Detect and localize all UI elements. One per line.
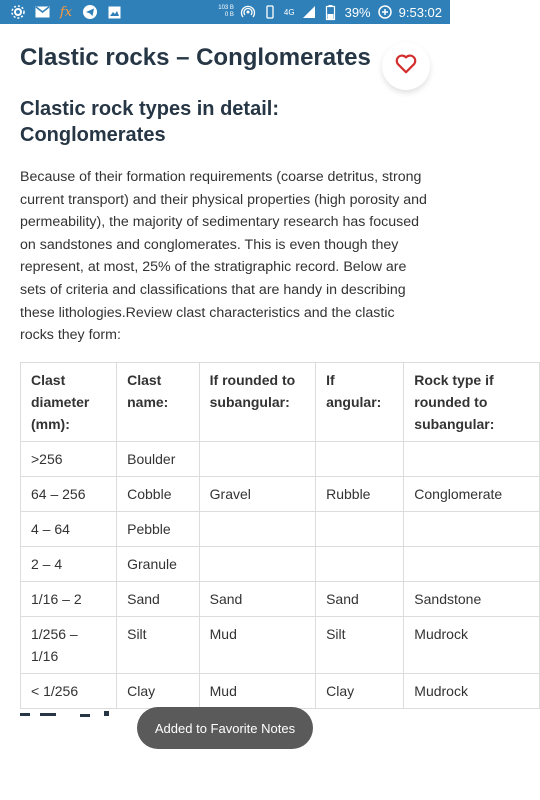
- table-row: [21, 477, 540, 512]
- table-cell: Rubble: [316, 477, 404, 512]
- table-row: [21, 512, 540, 547]
- battery-icon: [323, 4, 339, 20]
- table-cell: Clay: [316, 674, 404, 709]
- table-cell: Silt: [316, 617, 404, 674]
- page-title: Clastic rocks – Conglomerates: [20, 44, 371, 71]
- table-cell: [199, 547, 315, 582]
- title-row: [0, 24, 450, 96]
- table-cell: 1/256 – 1/16: [21, 617, 117, 674]
- network-speed: [218, 5, 234, 19]
- table-cell: Gravel: [199, 477, 315, 512]
- table-cell: Sandstone: [404, 582, 540, 617]
- table-cell: Silt: [117, 617, 200, 674]
- system-status: [218, 4, 450, 20]
- table-cell: [404, 512, 540, 547]
- telegram-icon: [82, 4, 98, 20]
- table-cell: [199, 442, 315, 477]
- section-heading: Clastic rock types in detail: Conglomerates: [20, 98, 279, 146]
- table-row: [21, 442, 540, 477]
- net-speed-up: 103 B: [218, 5, 234, 11]
- header-clast-name: Clast name:: [117, 363, 200, 442]
- table-cell: Clay: [117, 674, 200, 709]
- clast-table: [20, 362, 540, 709]
- table-header-row: [21, 363, 540, 442]
- clast-table-container[interactable]: [20, 362, 503, 699]
- heart-icon: [395, 54, 417, 79]
- hotspot-icon: [240, 4, 256, 20]
- toast-message: Added to Favorite Notes: [137, 707, 313, 749]
- table-cell: Mudrock: [404, 617, 540, 674]
- status-bar: [0, 0, 450, 24]
- table-row: [21, 617, 540, 674]
- battery-percent: 39%: [344, 4, 371, 20]
- settings-icon: [10, 4, 26, 20]
- table-cell: < 1/256: [21, 674, 117, 709]
- table-cell: [199, 512, 315, 547]
- table-cell: Pebble: [117, 512, 200, 547]
- table-cell: 64 – 256: [21, 477, 117, 512]
- table-cell: 4 – 64: [21, 512, 117, 547]
- vibrate-icon: [262, 4, 278, 20]
- table-cell: Sand: [199, 582, 315, 617]
- mail-icon: [34, 4, 50, 20]
- table-cell: Sand: [316, 582, 404, 617]
- table-cell: Cobble: [117, 477, 200, 512]
- table-cell: Mud: [199, 674, 315, 709]
- table-cell: Mudrock: [404, 674, 540, 709]
- table-row: [21, 547, 540, 582]
- table-cell: [316, 442, 404, 477]
- table-row: [21, 582, 540, 617]
- table-cell: Conglomerate: [404, 477, 540, 512]
- notification-icons: [0, 4, 122, 20]
- data-saver-icon: [377, 4, 393, 20]
- table-cell: Sand: [117, 582, 200, 617]
- favorite-button[interactable]: [382, 42, 430, 90]
- table-cell: Boulder: [117, 442, 200, 477]
- table-cell: [316, 547, 404, 582]
- clock: 9:53:02: [398, 4, 442, 20]
- table-cell: >256: [21, 442, 117, 477]
- image-icon: [106, 4, 122, 20]
- table-cell: 1/16 – 2: [21, 582, 117, 617]
- table-cell: Mud: [199, 617, 315, 674]
- header-if-angular: If angular:: [316, 363, 404, 442]
- function-icon: fx: [59, 4, 73, 20]
- table-cell: Granule: [117, 547, 200, 582]
- header-if-rounded: If rounded to subangular:: [199, 363, 315, 442]
- table-cell: 2 – 4: [21, 547, 117, 582]
- table-cell: [404, 442, 540, 477]
- table-cell: [404, 547, 540, 582]
- header-clast-diameter: Clast diameter (mm):: [21, 363, 117, 442]
- header-rock-type: Rock type if rounded to subangular:: [404, 363, 540, 442]
- net-speed-down: 0 B: [224, 12, 234, 18]
- article-paragraph: Because of their formation requirements (coarse detritus, strong current transport) and their physical properties (high porosity and permeability), the majority of sedimentary research has focused on sandstones and conglomerates. This is even though they represent, at most, 25% of the stratigraphic record. Below are sets of criteria and classifications that are handy in describing these lithologies.Review clast characteristics and the clastic rocks they form:: [20, 169, 427, 344]
- signal-icon: [301, 4, 317, 20]
- table-cell: [316, 512, 404, 547]
- network-type: 4G: [283, 7, 295, 17]
